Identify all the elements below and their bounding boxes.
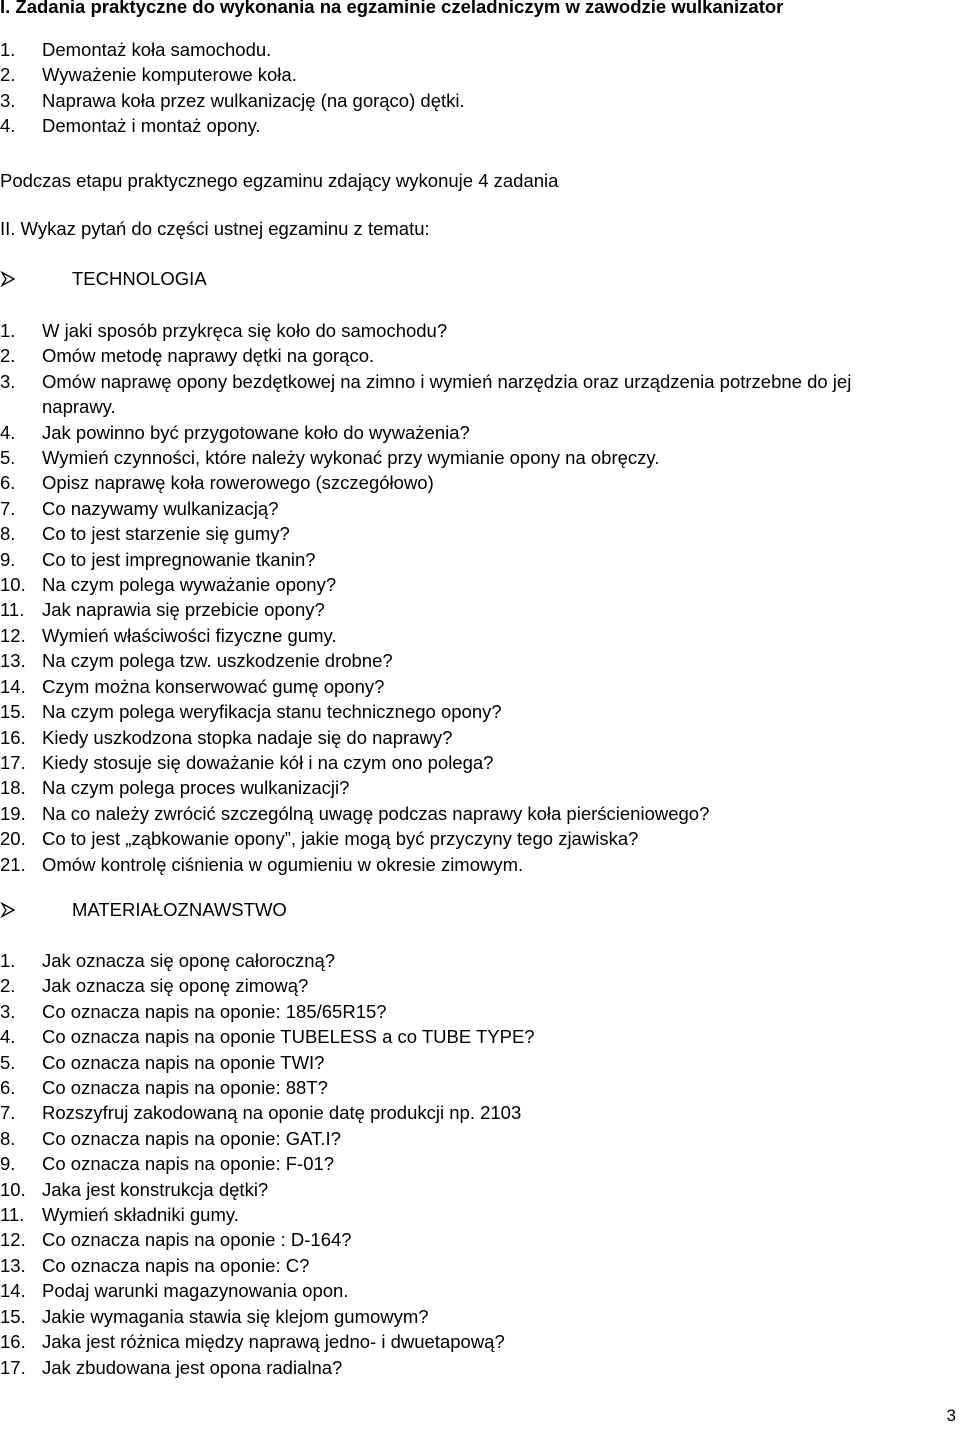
- item-number: 18.: [0, 777, 26, 799]
- section-materialoznawstwo: [0, 899, 287, 921]
- list-item: [0, 318, 880, 343]
- list-item: [0, 445, 880, 470]
- list-item: [0, 1253, 535, 1278]
- list-item: [0, 1227, 535, 1252]
- item-text: Demontaż koła samochodu.: [42, 39, 272, 60]
- item-number: 2.: [0, 975, 16, 997]
- item-text: Co oznacza napis na oponie TUBELESS a co TUBE TYPE?: [42, 1026, 535, 1048]
- item-text: Co nazywamy wulkanizacją?: [42, 497, 279, 519]
- item-text: Kiedy stosuje się doważanie kół i na czym ono polega?: [42, 751, 494, 773]
- arrow-bullet-icon: [0, 902, 72, 918]
- list-item: [0, 369, 880, 420]
- item-number: 21.: [0, 853, 26, 875]
- section-technologia: [0, 268, 207, 290]
- list-item: [0, 470, 880, 495]
- item-text: Omów kontrolę ciśnienia w ogumieniu w okresie zimowym.: [42, 853, 524, 875]
- list-item: [0, 1278, 535, 1303]
- item-number: 1.: [0, 950, 16, 971]
- list-item: [0, 725, 880, 750]
- item-text: Naprawa koła przez wulkanizację (na gorąco) dętki.: [42, 89, 465, 111]
- heading-practical-tasks: I. Zadania praktyczne do wykonania na egzaminie czeladniczym w zawodzie wulkanizator: [0, 0, 784, 17]
- item-text: Jak oznacza się oponę całoroczną?: [42, 950, 336, 971]
- item-number: 3.: [0, 370, 16, 392]
- list-item: [0, 420, 880, 445]
- list-item: [0, 37, 465, 62]
- item-text: Co to jest „ząbkowanie opony”, jakie mogą być przyczyny tego zjawiska?: [42, 828, 639, 850]
- item-text: Czym można konserwować gumę opony?: [42, 675, 385, 697]
- item-number: 12.: [0, 1229, 26, 1251]
- item-text: Jak oznacza się oponę zimową?: [42, 975, 309, 997]
- item-number: 15.: [0, 701, 26, 723]
- list-item: [0, 1304, 535, 1329]
- item-text: Jaka jest konstrukcja dętki?: [42, 1178, 269, 1200]
- item-text: Co oznacza napis na oponie : D-164?: [42, 1229, 352, 1251]
- item-number: 7.: [0, 1102, 16, 1124]
- list-item: [0, 674, 880, 699]
- item-number: 9.: [0, 1153, 16, 1175]
- item-number: 9.: [0, 548, 16, 570]
- list-item: [0, 1126, 535, 1151]
- item-number: 19.: [0, 802, 26, 824]
- item-text: Co oznacza napis na oponie: 185/65R15?: [42, 1000, 387, 1022]
- item-number: 2.: [0, 345, 16, 367]
- list-item: [0, 1151, 535, 1176]
- item-number: 13.: [0, 650, 26, 672]
- item-text: W jaki sposób przykręca się koło do samochodu?: [42, 320, 448, 341]
- item-text: Co to jest starzenie się gumy?: [42, 523, 290, 545]
- item-text: Jak powinno być przygotowane koło do wyważenia?: [42, 421, 470, 443]
- item-number: 17.: [0, 1356, 26, 1378]
- item-text: Co oznacza napis na oponie: F-01?: [42, 1153, 335, 1175]
- tasks-list: [0, 37, 465, 139]
- item-number: 11.: [0, 1204, 25, 1226]
- list-item: [0, 88, 465, 113]
- item-number: 5.: [0, 1051, 16, 1073]
- item-text: Co oznacza napis na oponie: C?: [42, 1254, 310, 1276]
- list-item: [0, 826, 880, 851]
- item-number: 20.: [0, 828, 26, 850]
- item-number: 6.: [0, 1077, 16, 1099]
- item-number: 13.: [0, 1254, 26, 1276]
- item-number: 16.: [0, 726, 26, 748]
- item-number: 2.: [0, 64, 16, 86]
- item-text: Wymień właściwości fizyczne gumy.: [42, 624, 337, 646]
- item-text: Na czym polega proces wulkanizacji?: [42, 777, 350, 799]
- list-item: [0, 999, 535, 1024]
- item-number: 4.: [0, 1026, 16, 1048]
- item-text: Na czym polega wyważanie opony?: [42, 574, 337, 596]
- list-item: [0, 750, 880, 775]
- item-number: 11.: [0, 599, 25, 621]
- section-title: TECHNOLOGIA: [72, 268, 207, 289]
- list-item: [0, 1202, 535, 1227]
- list-item: [0, 648, 880, 673]
- item-text: Na czym polega weryfikacja stanu technicznego opony?: [42, 701, 502, 723]
- list-item: [0, 699, 880, 724]
- item-text: Co oznacza napis na oponie: 88T?: [42, 1077, 328, 1099]
- item-number: 6.: [0, 472, 16, 494]
- list-item: [0, 1329, 535, 1354]
- item-number: 17.: [0, 751, 26, 773]
- technologia-questions: [0, 318, 880, 877]
- list-item: [0, 1177, 535, 1202]
- item-text: Wyważenie komputerowe koła.: [42, 64, 297, 86]
- item-number: 1.: [0, 320, 16, 341]
- item-number: 16.: [0, 1331, 26, 1353]
- practical-note: Podczas etapu praktycznego egzaminu zdający wykonuje 4 zadania: [0, 170, 559, 191]
- heading-oral-questions: II. Wykaz pytań do części ustnej egzaminu z tematu:: [0, 218, 430, 239]
- item-text: Co to jest impregnowanie tkanin?: [42, 548, 316, 570]
- item-text: Jakie wymagania stawia się klejom gumowym?: [42, 1305, 429, 1327]
- item-number: 10.: [0, 574, 26, 596]
- item-number: 15.: [0, 1305, 26, 1327]
- item-text: Co oznacza napis na oponie: GAT.I?: [42, 1127, 341, 1149]
- item-number: 7.: [0, 497, 16, 519]
- list-item: [0, 852, 880, 877]
- item-number: 5.: [0, 447, 16, 469]
- item-number: 3.: [0, 89, 16, 111]
- item-number: 4.: [0, 421, 16, 443]
- list-item: [0, 1050, 535, 1075]
- item-text: Podaj warunki magazynowania opon.: [42, 1280, 349, 1302]
- item-text: Kiedy uszkodzona stopka nadaje się do naprawy?: [42, 726, 453, 748]
- item-number: 3.: [0, 1000, 16, 1022]
- page-number: 3: [946, 1406, 956, 1425]
- item-number: 12.: [0, 624, 26, 646]
- list-item: [0, 775, 880, 800]
- item-number: 1.: [0, 39, 16, 60]
- list-item: [0, 521, 880, 546]
- list-item: [0, 1075, 535, 1100]
- item-text: Na co należy zwrócić szczególną uwagę podczas naprawy koła pierścieniowego?: [42, 802, 710, 824]
- item-text: Omów naprawę opony bezdętkowej na zimno i wymień narzędzia oraz urządzenia potrzebne do jej naprawy.: [42, 370, 852, 418]
- item-number: 4.: [0, 115, 16, 137]
- item-number: 10.: [0, 1178, 26, 1200]
- item-text: Wymień czynności, które należy wykonać przy wymianie opony na obręczy.: [42, 447, 660, 469]
- list-item: [0, 1024, 535, 1049]
- section-title: MATERIAŁOZNAWSTWO: [72, 899, 287, 920]
- list-item: [0, 973, 535, 998]
- item-number: 14.: [0, 1280, 26, 1302]
- item-text: Co oznacza napis na oponie TWI?: [42, 1051, 325, 1073]
- item-number: 8.: [0, 523, 16, 545]
- list-item: [0, 113, 465, 138]
- list-item: [0, 343, 880, 368]
- list-item: [0, 801, 880, 826]
- item-text: Rozszyfruj zakodowaną na oponie datę produkcji np. 2103: [42, 1102, 522, 1124]
- list-item: [0, 1355, 535, 1380]
- item-text: Jak zbudowana jest opona radialna?: [42, 1356, 343, 1378]
- list-item: [0, 572, 880, 597]
- arrow-bullet-icon: [0, 271, 72, 287]
- item-number: 8.: [0, 1127, 16, 1149]
- list-item: [0, 496, 880, 521]
- item-number: 14.: [0, 675, 26, 697]
- item-text: Na czym polega tzw. uszkodzenie drobne?: [42, 650, 393, 672]
- item-text: Jaka jest różnica między naprawą jedno- i dwuetapową?: [42, 1331, 505, 1353]
- list-item: [0, 1100, 535, 1125]
- item-text: Demontaż i montaż opony.: [42, 115, 261, 137]
- list-item: [0, 547, 880, 572]
- list-item: [0, 623, 880, 648]
- list-item: [0, 948, 535, 973]
- item-text: Omów metodę naprawy dętki na gorąco.: [42, 345, 375, 367]
- item-text: Wymień składniki gumy.: [42, 1204, 239, 1226]
- item-text: Jak naprawia się przebicie opony?: [42, 599, 325, 621]
- materialoznawstwo-questions: [0, 948, 535, 1380]
- list-item: [0, 597, 880, 622]
- list-item: [0, 62, 465, 87]
- item-text: Opisz naprawę koła rowerowego (szczegółowo): [42, 472, 434, 494]
